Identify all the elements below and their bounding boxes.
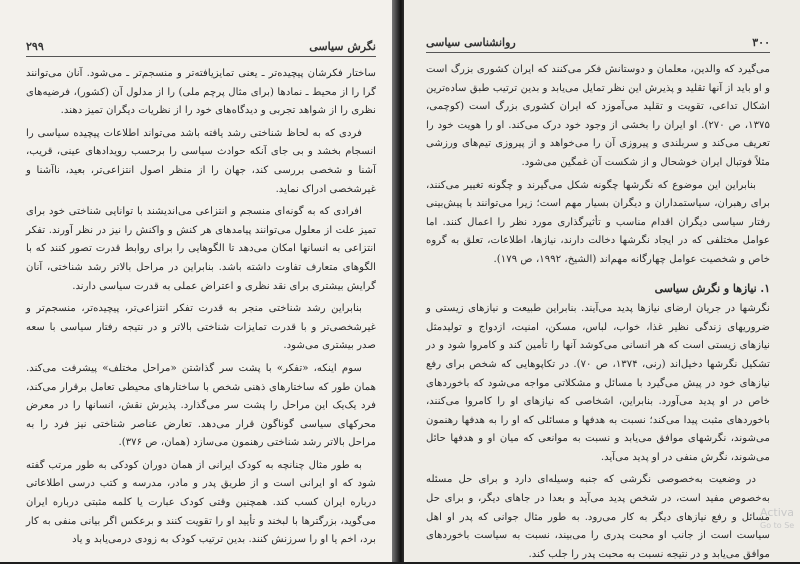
left-page-header (26, 40, 376, 57)
right-page-body (426, 61, 770, 564)
paragraph: بنابراین این موضوع که نگرشها چگونه شکل می‌گیرند و چگونه تغییر می‌کنند، برای رهبران، سیاستمداران و دیگران بسیار مهم است؛ زیرا می‌توانند با پیش‌بینی رفتار سیاسی دیگران اقدام مناسب و تأثیرگذاری مورد نظر را اعمال کنند. اما عوامل مختلفی که در ایجاد نگرشها دخالت دارند، نیازها، اطلاعات، تعلق به گروه خاص و شخصیت عوامل چهارگانه مهم‌اند (الشیخ، ۱۹۹۲، ص ۱۷۹). (426, 179, 770, 265)
paragraph: به طور مثال چنانچه به کودک ایرانی از همان دوران کودکی به طور مرتب گفته شود که او ایرانی است و از طریق پدر و مادر، مدرسه و کتب درسی اطلاعاتی درباره ایران کسب کند. همچنین وقتی کودک عبارت یا کلمه مثبتی درباره ایران می‌گوید، بزرگترها با لبخند و تأیید او را تقویت کنند و برعکس اگر بیانی منفی به کار برد، اخم یا او را سرزنش کنند. بدین ترتیب کودک به زودی درمی‌یابد و یاد (26, 459, 376, 546)
left-header-title: نگرش سیاسی (309, 40, 376, 53)
paragraph: بنابراین رشد شناختی منجر به قدرت تفکر انتزاعی‌تر، پیچیده‌تر، منسجم‌تر و غیرشخصی‌تر و با قدرت تمایزات شناختی بالاتر و در نتیجه رفتار سیاسی با سعه صدر بیشتری می‌شود. (26, 303, 376, 352)
left-page-number: ۲۹۹ (26, 40, 44, 53)
right-header-title: روانشناسی سیاسی (426, 36, 516, 49)
paragraph: در وضعیت به‌خصوصی نگرشی که جنبه وسیله‌ای دارد و برای حل مسئله به‌خصوص مفید است، در شخص پدید می‌آید و بعدا در جاهای دیگر، و برای حل مسائل و رفع نیازهای دیگر به کار می‌رود. به طور مثال جوانی که پدر او اهل سیاست است از جانب او محبت پدری را می‌بیند، نسبت به سیاست باخوردهای موافق می‌یابد و در نتیجه نسبت به محبت پدر را جلب کند. (426, 474, 770, 560)
right-page-number: ۳۰۰ (752, 36, 770, 49)
left-page (0, 0, 396, 562)
watermark-line-1: Activa (760, 506, 794, 519)
right-page (404, 0, 800, 562)
left-page-body (26, 65, 376, 550)
paragraph: افرادی که به گونه‌ای منسجم و انتزاعی می‌اندیشند با توانایی شناختی خود برای تمیز علت از معلول می‌توانند پیامدهای هر کنش و واکنش را نیز در نظر آورند. تفکر انتزاعی به انسانها امکان می‌دهد تا الگوهایی را برای روابط قدرت تصور کنند که با الگوهای متعارف تفاوت داشته باشد. بنابراین در مراحل بالاتر رشد شناختی، آنان گرایش بیشتری برای نقد نظری و اعتراض عملی به قدرت سیاسی دارند. (26, 206, 377, 292)
paragraph: نگرشها در جریان ارضای نیازها پدید می‌آیند. بنابراین طبیعت و نیازهای زیستی و ضروریهای زندگی نظیر غذا، خواب، لباس، مسکن، امنیت، ازدواج و تولیدمثل نیازهای زیستی است که هر انسانی می‌کوشد آنها را تأمین کند و کامروا شود و در تشکیل نگرشها دخیل‌اند (رنی، ۱۳۷۴، ص ۷۰). در تکاپوهایی که شخص برای رفع نیازهای خود در پیش می‌گیرد با مسائل و مشکلاتی مواجه می‌شود که باخوردهای خاص در او پدید می‌آورد. بنابراین، اشخاصی که نیازهای او را کامروا می‌کنند، باخوردهای مثبت پیدا می‌کند؛ نسبت به هدفها و مسائلی که او را به هدفها رهنمون می‌شوند، نگرشهای موافق می‌یابد و نسبت به موانعی که میان او و هدفها حائل می‌شوند، نگرش منفی در او پدید می‌آید. (426, 303, 770, 463)
paragraph: ساختار فکرشان پیچیده‌تر ـ یعنی تمایزیافته‌تر و منسجم‌تر ـ می‌شود. آنان می‌توانند گرا را از محیط ـ نمادها (برای مثال پرچم ملی) را از مدلول آن (کشور)، فرضیه‌های نظری را از شواهد تجربی و دیدگاه‌های خود را از نظریات دیگران تمیز دهند. (26, 68, 376, 117)
watermark-line-2: Go to Se (760, 521, 795, 530)
activation-watermark (760, 506, 800, 532)
section-heading: ۱. نیازها و نگرش سیاسی (654, 281, 770, 295)
paragraph: فردی که به لحاظ شناختی رشد یافته باشد می‌تواند اطلاعات پیچیده سیاسی را انسجام بخشد و بی جای آنکه حوادث سیاسی را برحسب رویدادهای عینی، قریب، آشنا و شخصی بررسی کند، جهان را از منظر اصول انتزاعی‌تر، بعید، ناآشنا و غیرشخصی ادراک نماید. (26, 127, 376, 195)
paragraph: سوم اینکه، «تفکر» با پشت سر گذاشتن «مراحل مختلف» پیشرفت می‌کند. همان طور که ساختارهای ذهنی شخص با ساختارهای محیطی تعامل برقرار می‌کند، فرد یک‌یک این مراحل را پشت سر می‌گذارد. پذیرش نقش، انسانها را در معرض محرکهای سیاسی گوناگون قرار می‌دهد. تعارض عناصر شناختی نیز فرد را به مراحل بالاتر رشد شناختی رهنمون می‌سازد (همان، ص ۳۷۶). (26, 362, 376, 449)
right-page-header (426, 36, 770, 53)
paragraph: می‌گیرد که والدین، معلمان و دوستانش فکر می‌کنند که ایران کشوری بزرگ است و او باید از آنها تقلید و پذیرش این نظر تمایل می‌یابد و بدین ترتیب طبق ساده‌ترین اشکال تداعی، تقویت و تقلید می‌آموزد که ایران کشوری بزرگ است (کوچمی، ۱۳۷۵، ص ۲۷۰). او ایران را بخشی از وجود خود درک می‌کند. او را هویت خود را تعریف می‌کند و سربلندی و پیروزی آن را می‌خواهد و از پیروزی تیم‌های ورزشی مثلاً فوتبال ایران خوشحال و از شکست آن غمگین می‌شود. (426, 64, 770, 168)
